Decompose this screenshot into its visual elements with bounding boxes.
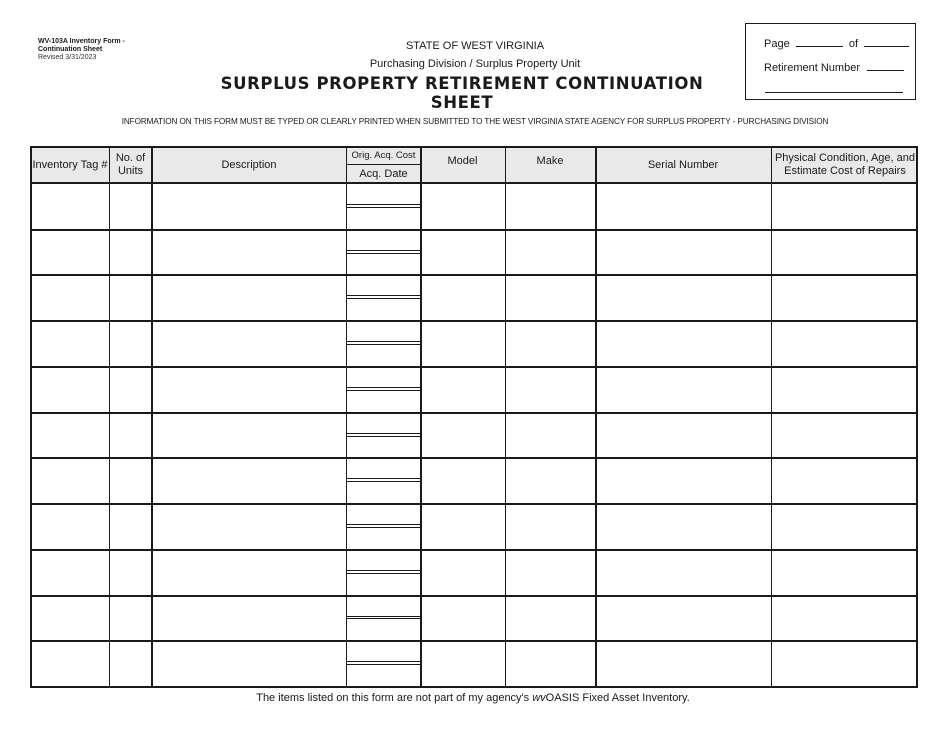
col-header-orig-cost: Orig. Acq. Cost — [351, 149, 416, 161]
col-header-make: Make — [536, 154, 564, 167]
table-row[interactable] — [30, 596, 918, 642]
table-row[interactable] — [30, 504, 918, 550]
table-row[interactable] — [30, 230, 918, 276]
table-row[interactable] — [30, 367, 918, 413]
table-row[interactable] — [30, 413, 918, 459]
form-subtitle: Continuation Sheet — [38, 46, 103, 53]
form-id-block — [38, 38, 125, 62]
page-title: SURPLUS PROPERTY RETIREMENT CONTINUATION SHEET — [220, 74, 704, 112]
page-number-row — [764, 36, 909, 50]
col-header-condition: Physical Condition, Age, and Estimate Cost of Repairs — [774, 152, 916, 177]
table-top-border — [30, 146, 918, 148]
page-number-field[interactable] — [796, 36, 843, 47]
form-header — [200, 40, 750, 112]
table-row[interactable] — [30, 550, 918, 596]
col-header-serial: Serial Number — [647, 158, 719, 171]
footer-brand-italic: wv — [532, 692, 546, 704]
inventory-table — [30, 146, 918, 687]
revised-date: Revised 3/31/2023 — [38, 54, 97, 61]
footer-text-end: OASIS Fixed Asset Inventory. — [545, 692, 690, 704]
cost-date-header-divider — [346, 164, 421, 165]
retirement-number-extra-line[interactable] — [765, 92, 903, 93]
col-header-tag: Inventory Tag # — [32, 158, 108, 171]
col-header-model: Model — [447, 154, 478, 167]
col-header-description: Description — [221, 158, 277, 171]
page-label: Page — [764, 38, 790, 50]
retirement-number-field[interactable] — [867, 60, 904, 71]
retirement-number-row — [764, 60, 904, 74]
footer-text-start: The items listed on this form are not part of my agency's — [256, 692, 533, 704]
table-row[interactable] — [30, 321, 918, 367]
retirement-number-label: Retirement Number — [764, 62, 860, 74]
of-label: of — [848, 38, 859, 50]
col-header-acq-date: Acq. Date — [359, 168, 408, 180]
table-row[interactable] — [30, 275, 918, 321]
instructions-text: INFORMATION ON THIS FORM MUST BE TYPED OR CLEARLY PRINTED WHEN SUBMITTED TO THE WEST VIRGINIA STATE AGENCY FOR SURPLUS PROPERTY - PURCHASING DIVISION — [121, 117, 829, 126]
state-name: STATE OF WEST VIRGINIA — [405, 40, 545, 52]
division-name: Purchasing Division / Surplus Property Unit — [369, 58, 581, 70]
col-header-units: No. of Units — [115, 152, 146, 177]
page-info-box — [745, 23, 916, 100]
footer-note — [0, 692, 946, 704]
table-row[interactable] — [30, 184, 918, 230]
table-row[interactable] — [30, 458, 918, 504]
table-row[interactable] — [30, 641, 918, 687]
form-number: WV-103A Inventory Form - — [38, 38, 125, 45]
total-pages-field[interactable] — [864, 36, 909, 47]
